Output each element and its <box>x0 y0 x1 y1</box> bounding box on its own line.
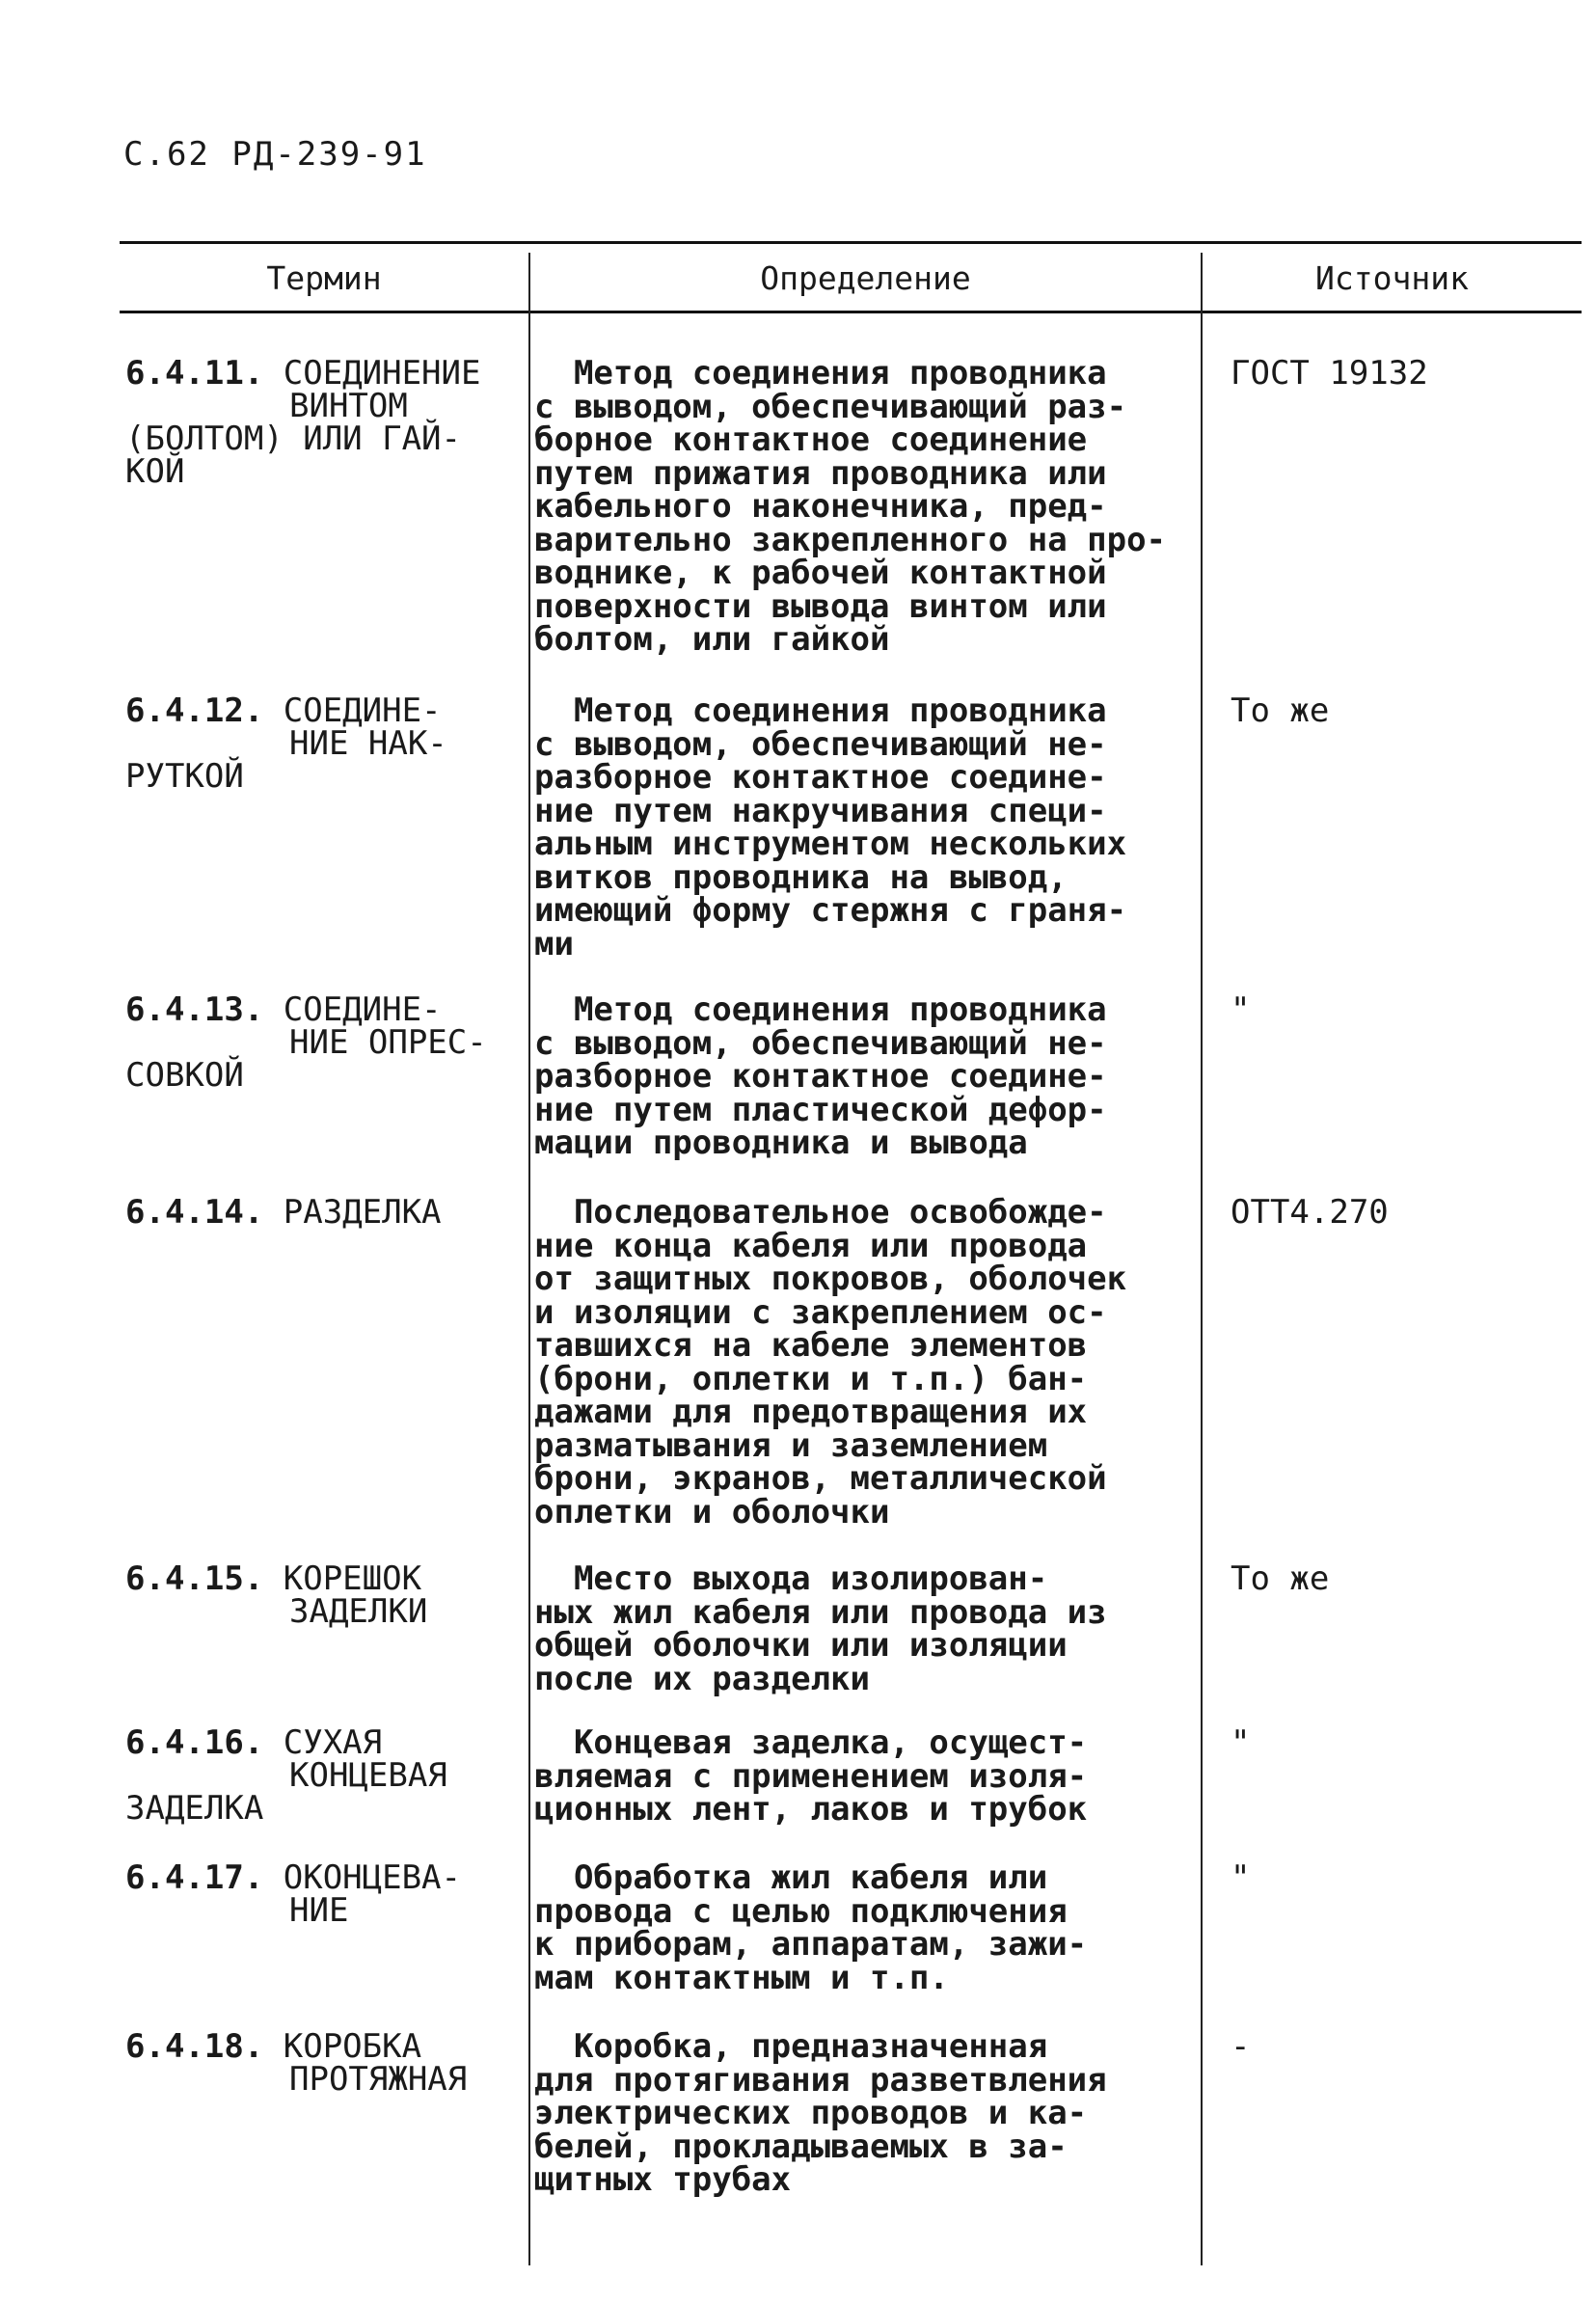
term-text-line: ВИНТОМ <box>289 387 408 425</box>
term-text-line: РАЗДЕЛКА <box>283 1193 442 1232</box>
term-text-line: ОКОНЦЕВА- <box>283 1858 461 1897</box>
term-number: 6.4.11. <box>125 354 284 393</box>
source-cell: То же <box>1231 691 1330 730</box>
term-cell <box>125 1723 521 1828</box>
term-text-line: СОЕДИНЕ- <box>283 990 442 1029</box>
column-header-source: Источник <box>1315 259 1469 297</box>
term-cell <box>125 1559 521 1631</box>
table-header-rule <box>120 311 1582 313</box>
definition-cell: Место выхода изолирован- ных жил кабеля или провода из общей оболочки или изоляции после их разделки <box>534 1559 1107 1698</box>
definition-cell: Метод соединения проводника с выводом, обеспечивающий не- разборное контактное соедине- ние путем накручивания специ- альным инструментом нескольких витков проводника на вывод, имеющий форму стержня с граня- ми <box>534 691 1127 963</box>
source-cell: - <box>1231 2027 1251 2066</box>
term-text-line: ПРОТЯЖНАЯ <box>289 2060 468 2099</box>
term-text-line: НИЕ <box>289 1891 349 1930</box>
term-cell <box>125 1193 521 1232</box>
term-text-line: КОРЕШОК <box>283 1559 422 1598</box>
definition-cell: Обработка жил кабеля или провода с целью подключения к приборам, аппаратам, зажи- мам контактным и т.п. <box>534 1858 1088 1997</box>
term-number: 6.4.13. <box>125 990 284 1029</box>
term-cell <box>125 990 521 1095</box>
term-text-line: НИЕ НАК- <box>289 724 447 763</box>
column-divider-1 <box>528 253 530 2265</box>
term-number: 6.4.12. <box>125 691 284 730</box>
term-number: 6.4.16. <box>125 1723 284 1762</box>
term-cell <box>125 2027 521 2099</box>
source-cell: ОТТ4.270 <box>1231 1193 1389 1232</box>
table-top-rule <box>120 241 1582 244</box>
page-header: С.62 РД-239-91 <box>123 135 427 174</box>
term-number: 6.4.15. <box>125 1559 284 1598</box>
term-text-line: КОЙ <box>125 452 185 491</box>
term-number: 6.4.17. <box>125 1858 284 1897</box>
definition-cell: Метод соединения проводника с выводом, обеспечивающий не- разборное контактное соедине- ние путем пластической дефор- мации проводника и вывода <box>534 990 1107 1162</box>
source-cell: ГОСТ 19132 <box>1231 354 1428 393</box>
term-text-line: ЗАДЕЛКА <box>125 1789 264 1828</box>
source-cell: То же <box>1231 1559 1330 1598</box>
term-text-line: СОВКОЙ <box>125 1056 244 1095</box>
term-text-line: СОЕДИНЕ- <box>283 691 442 730</box>
term-number: 6.4.14. <box>125 1193 284 1232</box>
definition-cell: Концевая заделка, осущест- вляемая с применением изоля- ционных лент, лаков и трубок <box>534 1723 1088 1829</box>
term-text-line: РУТКОЙ <box>125 757 244 796</box>
column-header-term: Термин <box>266 259 382 297</box>
term-text-line: НИЕ ОПРЕС- <box>289 1023 487 1062</box>
definition-cell: Метод соединения проводника с выводом, обеспечивающий раз- борное контактное соединение путем прижатия проводника или кабельного наконечника, пред- варительно закрепленного на про- воднике, к рабочей контактной поверхности вывода винтом или болтом, или гайкой <box>534 354 1167 659</box>
term-text-line: (БОЛТОМ) ИЛИ ГАЙ- <box>125 420 461 458</box>
term-text-line: ЗАДЕЛКИ <box>289 1592 428 1631</box>
term-cell <box>125 354 521 491</box>
column-header-definition: Определение <box>760 259 971 297</box>
term-text-line: СОЕДИНЕНИЕ <box>283 354 481 393</box>
definition-cell: Коробка, предназначенная для протягивания разветвления электрических проводов и ка- белей, прокладываемых в за- щитных трубах <box>534 2027 1107 2199</box>
term-cell <box>125 691 521 796</box>
definition-cell: Последовательное освобожде- ние конца кабеля или провода от защитных покровов, оболочек и изоляции с закреплением ос- тавшихся на кабеле элементов (брони, оплетки и т.п.) бан- дажами для предотвращения их разматывания и заземлением брони, экранов, металлической оплетки и оболочки <box>534 1193 1127 1531</box>
term-number: 6.4.18. <box>125 2027 284 2066</box>
term-text-line: СУХАЯ <box>283 1723 383 1762</box>
term-cell <box>125 1858 521 1930</box>
source-cell: " <box>1231 990 1251 1029</box>
term-text-line: КОРОБКА <box>283 2027 422 2066</box>
source-cell: " <box>1231 1858 1251 1897</box>
source-cell: " <box>1231 1723 1251 1762</box>
term-text-line: КОНЦЕВАЯ <box>289 1756 447 1795</box>
